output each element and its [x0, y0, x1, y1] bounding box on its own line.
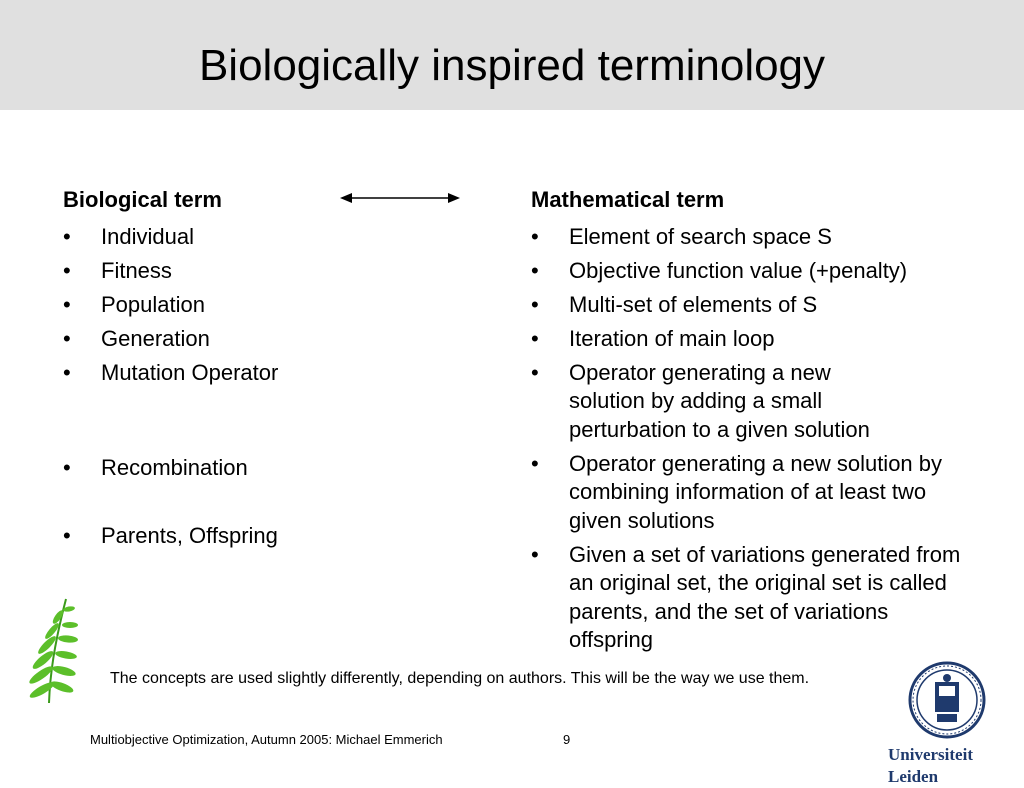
footer-text: Multiobjective Optimization, Autumn 2005: Michael Emmerich — [90, 732, 443, 747]
list-item: • Recombination — [63, 455, 248, 480]
list-item: • Objective function value (+penalty) — [531, 257, 908, 283]
biological-heading: Biological term — [63, 187, 222, 212]
mathematical-heading: Mathematical term — [531, 187, 725, 212]
mathematical-list — [531, 223, 981, 655]
slide-title: Biologically inspired terminology — [198, 41, 826, 90]
fern-logo-icon — [14, 595, 84, 705]
list-item: • Iteration of main loop — [531, 325, 775, 351]
page-number: 9 — [563, 732, 571, 747]
list-item: • Element of search space S — [531, 223, 832, 249]
biological-column — [63, 183, 393, 550]
list-item: • Generation — [63, 325, 210, 351]
footnote: The concepts are used slightly differently, depending on authors. This will be the way we use them. — [110, 670, 810, 687]
list-item: • Population — [63, 291, 205, 317]
double-arrow-icon — [340, 190, 460, 206]
biological-list — [63, 223, 393, 551]
list-item: • Individual — [63, 223, 194, 249]
university-seal-icon — [908, 660, 986, 740]
list-item: • Given a set of variations generated from an original set, the original set is called parents, and the set of variations offspring — [531, 541, 961, 652]
list-item: • Fitness — [63, 257, 172, 283]
list-item: • Multi-set of elements of S — [531, 291, 818, 317]
university-name: Universiteit Leiden — [888, 745, 973, 786]
list-item: • Operator generating a new solution by adding a small perturbation to a given solution — [531, 359, 870, 442]
mathematical-column — [531, 183, 981, 655]
list-item: • Parents, Offspring — [63, 522, 278, 548]
list-item: • Operator generating a new solution by combining information of at least two given solutions — [531, 450, 943, 533]
list-item: • Mutation Operator — [63, 359, 279, 385]
